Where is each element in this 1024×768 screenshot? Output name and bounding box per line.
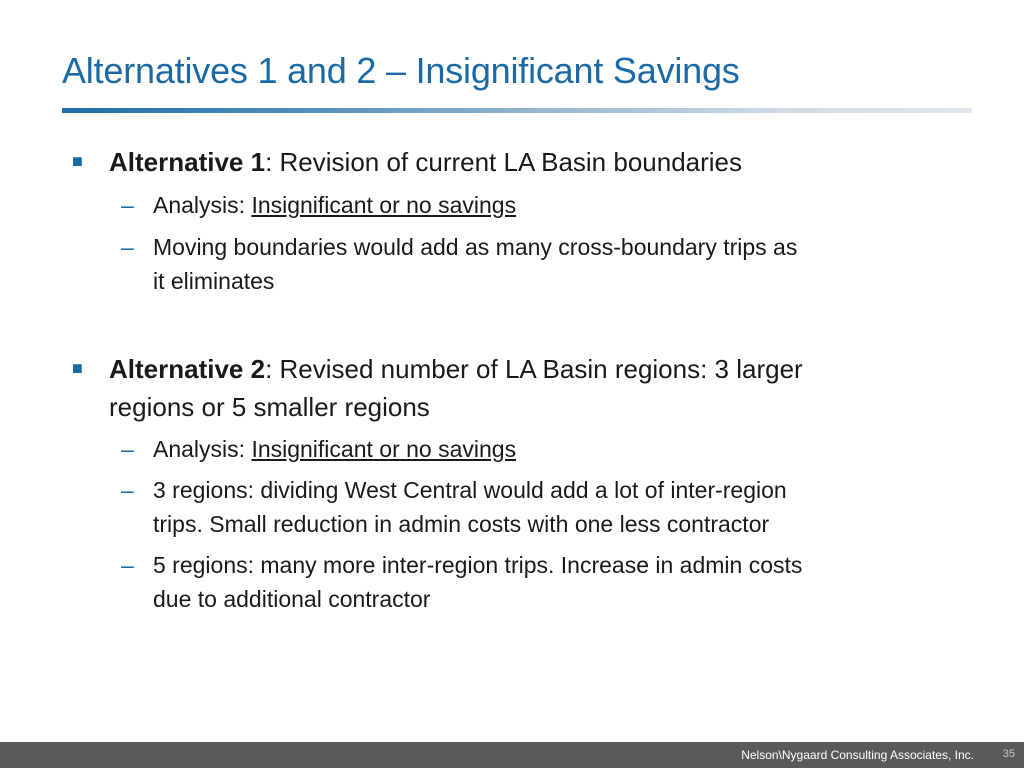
analysis-result: Insignificant or no savings	[251, 436, 517, 462]
alternative-1-text: : Revision of current LA Basin boundaries	[265, 147, 743, 177]
footer-company: Nelson\Nygaard Consulting Associates, Inc.	[741, 748, 974, 762]
alternative-2-text: : Revised number of LA Basin regions: 3 larger	[265, 354, 803, 384]
dash-marker: –	[121, 234, 134, 260]
alternative-1-label: Alternative 1	[109, 147, 266, 177]
detail-line: trips. Small reduction in admin costs with one less contractor	[153, 511, 770, 537]
title-divider	[62, 108, 972, 113]
alternative-2-label: Alternative 2	[109, 354, 266, 384]
dash-marker: –	[121, 552, 134, 578]
alternative-2-three-regions	[153, 473, 787, 541]
alternative-1-analysis	[153, 188, 516, 222]
analysis-result: Insignificant or no savings	[251, 192, 517, 218]
alternative-2-five-regions	[153, 548, 802, 616]
alternative-2-analysis	[153, 432, 516, 466]
detail-line: 5 regions: many more inter-region trips. Increase in admin costs	[153, 552, 803, 578]
dash-marker: –	[121, 477, 134, 503]
dash-marker: –	[121, 192, 134, 218]
bullet-marker: ■	[72, 358, 83, 378]
analysis-prefix: Analysis:	[153, 192, 252, 218]
alternative-2-text-continued: regions or 5 smaller regions	[109, 392, 430, 422]
detail-line: due to additional contractor	[153, 586, 431, 612]
slide-title: Alternatives 1 and 2 – Insignificant Savings	[62, 50, 740, 91]
alternative-1-bullet	[109, 143, 742, 181]
detail-line: 3 regions: dividing West Central would add a lot of inter-region	[153, 477, 787, 503]
detail-line: it eliminates	[153, 268, 275, 294]
bullet-marker: ■	[72, 151, 83, 171]
detail-line: Moving boundaries would add as many cross-boundary trips as	[153, 234, 798, 260]
footer-bar	[0, 742, 1024, 768]
dash-marker: –	[121, 436, 134, 462]
page-number: 35	[1002, 748, 1015, 760]
alternative-2-bullet	[109, 350, 803, 426]
alternative-1-detail	[153, 230, 797, 298]
analysis-prefix: Analysis:	[153, 436, 252, 462]
